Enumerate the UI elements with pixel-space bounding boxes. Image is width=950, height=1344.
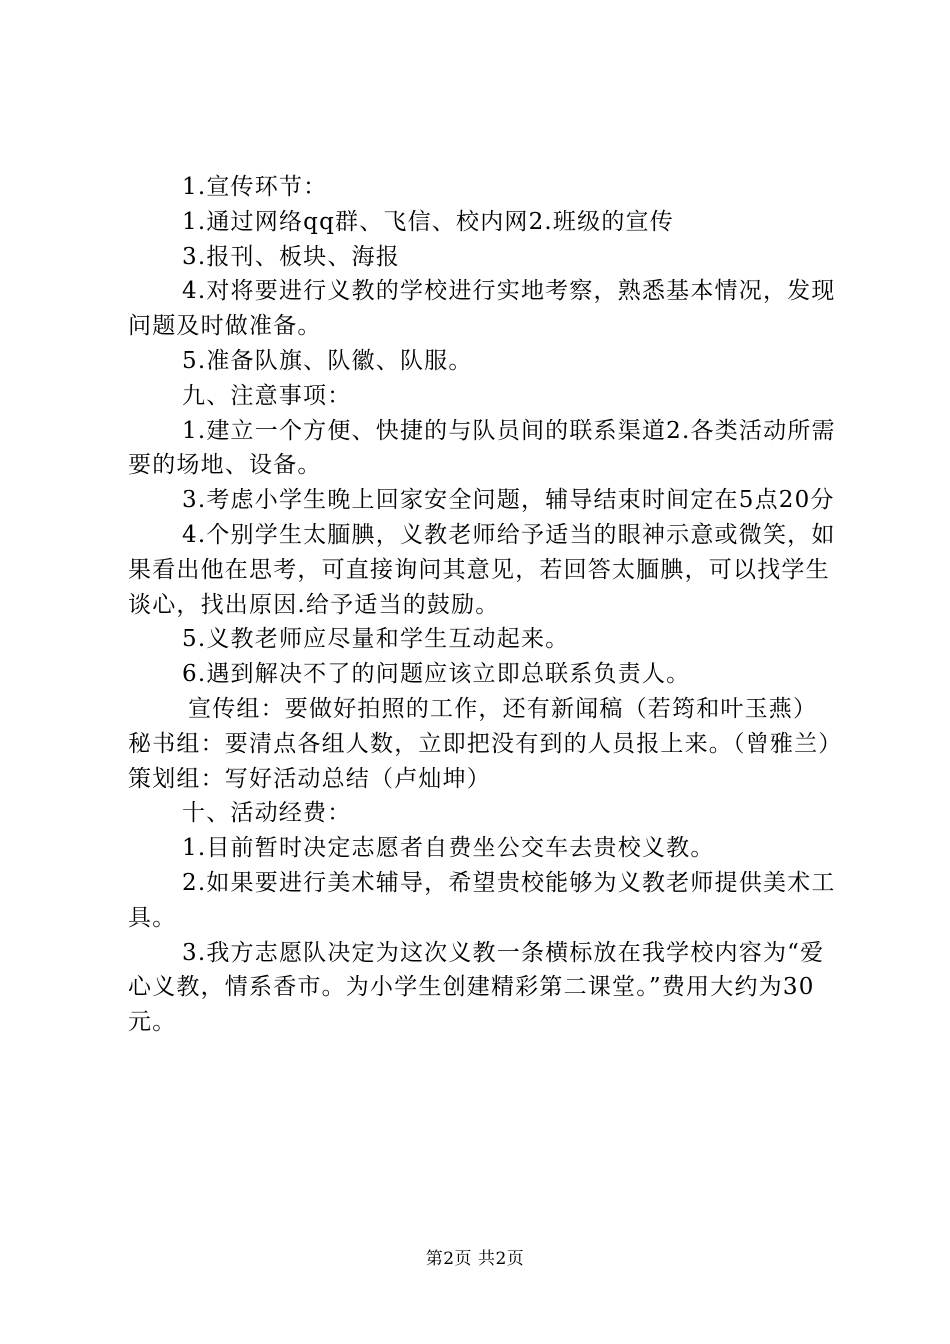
paragraph-notes-item-5: 5.义教老师应尽量和学生互动起来。 [182,626,570,653]
paragraph-notes-item-3: 3.考虑小学生晚上回家安全问题，辅导结束时间定在5点20分 [182,487,835,514]
paragraph-notes-item-6: 6.遇到解决不了的问题应该立即总联系负责人。 [182,661,691,688]
paragraph-team-groups: 宣传组：要做好拍照的工作，还有新闻稿（若筠和叶玉燕）秘书组：要清点各组人数，立即把没有到的人员报上来。（曾雅兰）策划组：写好活动总结（卢灿坤） [128,695,831,792]
paragraph-publicity-heading: 1.宣传环节： [182,174,328,200]
document-body [128,170,840,1040]
paragraph-budget-item-3: 3.我方志愿队决定为这次义教一条横标放在我学校内容为“爱心义教，情系香市。为小学生创建精彩第二课堂。”费用大约为30元。 [128,939,825,1036]
paragraph-notes-item-1: 1.建立一个方便、快捷的与队员间的联系渠道2.各类活动所需要的场地、设备。 [128,417,836,479]
paragraph-notes-item-4: 4.个别学生太腼腆，义教老师给予适当的眼神示意或微笑，如果看出他在思考，可直接询问其意见，若回答太腼腆，可以找学生谈心，找出原因.给予适当的鼓励。 [128,521,836,618]
section-heading-notes: 九、注意事项： [182,382,352,409]
section-heading-budget: 十、活动经费： [182,800,352,827]
page-number-footer: 第2页 共2页 [425,1249,525,1269]
paragraph-publicity-item-4: 4.对将要进行义教的学校进行实地考察，熟悉基本情况，发现问题及时做准备。 [128,278,836,340]
paragraph-publicity-item-1: 1.通过网络qq群、飞信、校内网2.班级的宣传 [182,208,674,235]
paragraph-budget-item-2: 2.如果要进行美术辅导，希望贵校能够为义教老师提供美术工具。 [128,869,836,931]
paragraph-publicity-item-5: 5.准备队旗、队徽、队服。 [182,347,473,374]
paragraph-publicity-item-3: 3.报刊、板块、海报 [182,243,400,270]
paragraph-budget-item-1: 1.目前暂时决定志愿者自费坐公交车去贵校义教。 [182,835,715,862]
